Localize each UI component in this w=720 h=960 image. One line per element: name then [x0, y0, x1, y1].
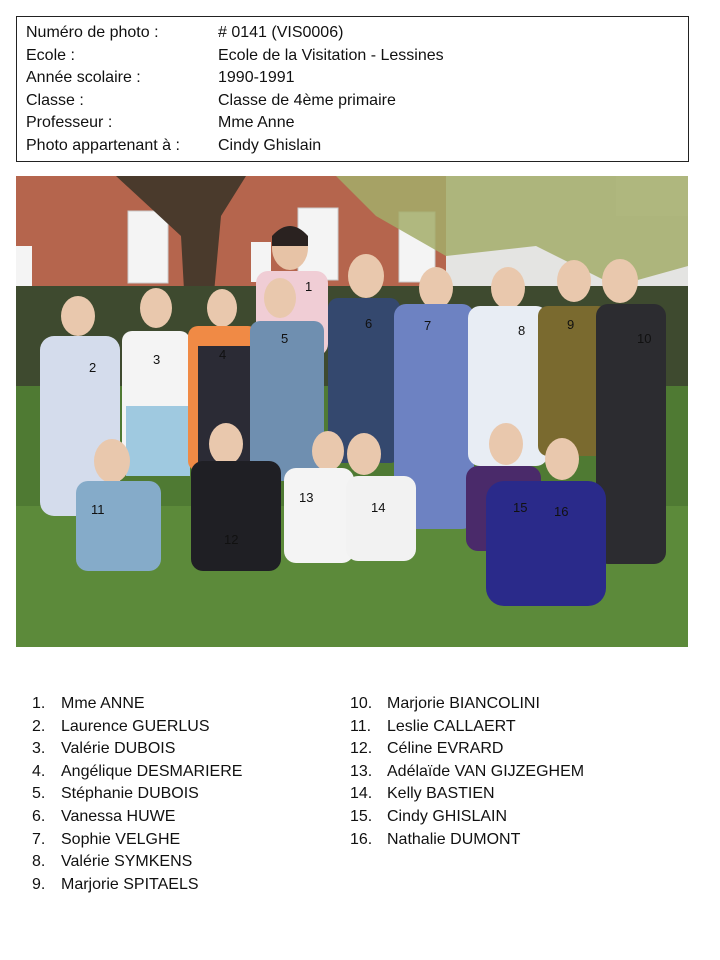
- info-row-owner: [26, 135, 679, 158]
- person-marker-9: 9: [567, 317, 575, 332]
- person-marker-5: 5: [281, 331, 289, 346]
- list-number: 11.: [350, 717, 372, 735]
- list-name: Cindy GHISLAIN: [387, 807, 508, 825]
- info-value: 1990-1991: [218, 69, 295, 87]
- info-label: Professeur :: [26, 114, 113, 132]
- info-value: Cindy Ghislain: [218, 136, 322, 154]
- list-item: [32, 806, 242, 829]
- info-row-school: [26, 45, 679, 68]
- list-name: Mme ANNE: [61, 695, 145, 712]
- list-item: [32, 829, 242, 852]
- list-name: Stéphanie DUBOIS: [61, 785, 199, 803]
- info-value: Mme Anne: [218, 114, 295, 132]
- person-marker-1: 1: [305, 279, 313, 294]
- person-marker-10: 10: [637, 331, 652, 346]
- list-number: 9.: [32, 875, 46, 893]
- list-number: 2.: [32, 717, 46, 735]
- list-name: Nathalie DUMONT: [387, 830, 521, 848]
- person-marker-12: 12: [224, 532, 239, 547]
- list-number: 6.: [32, 807, 46, 825]
- list-item: [350, 806, 584, 829]
- photo-info-box: [16, 16, 689, 162]
- person-marker-3: 3: [153, 352, 161, 367]
- list-number: 1.: [32, 695, 46, 712]
- info-value: # 0141 (VIS0006): [218, 24, 344, 41]
- list-number: 5.: [32, 785, 46, 803]
- list-name: Valérie SYMKENS: [61, 853, 193, 871]
- list-item: [350, 829, 584, 852]
- list-name: Sophie VELGHE: [61, 830, 181, 848]
- info-label: Année scolaire :: [26, 69, 141, 87]
- list-item: [32, 783, 242, 806]
- info-value: Ecole de la Visitation - Lessines: [218, 46, 444, 64]
- list-number: 10.: [350, 695, 373, 712]
- list-item: [350, 783, 584, 806]
- list-item: [32, 851, 242, 874]
- list-item: [32, 716, 242, 739]
- class-photo: [16, 176, 688, 647]
- list-name: Adélaïde VAN GIJZEGHEM: [387, 762, 585, 780]
- person-marker-14: 14: [371, 500, 386, 515]
- info-row-photo-number: [26, 22, 679, 45]
- list-item: [32, 761, 242, 784]
- list-item: [32, 738, 242, 761]
- info-value: Classe de 4ème primaire: [218, 91, 396, 109]
- list-name: Céline EVRARD: [387, 740, 504, 758]
- person-marker-4: 4: [219, 347, 227, 362]
- info-row-class: [26, 90, 679, 113]
- list-number: 8.: [32, 853, 46, 871]
- list-number: 15.: [350, 807, 373, 825]
- person-marker-8: 8: [518, 323, 526, 338]
- list-number: 12.: [350, 740, 373, 758]
- list-number: 14.: [350, 785, 373, 803]
- class-photo-illustration: [16, 176, 688, 647]
- list-name: Vanessa HUWE: [61, 807, 176, 825]
- names-list-right: [350, 693, 584, 851]
- list-number: 16.: [350, 830, 373, 848]
- list-name: Angélique DESMARIERE: [61, 762, 243, 780]
- info-row-school-year: [26, 67, 679, 90]
- list-number: 7.: [32, 830, 46, 848]
- person-marker-13: 13: [299, 490, 314, 505]
- list-number: 13.: [350, 762, 373, 780]
- info-label: Ecole :: [26, 46, 75, 64]
- info-row-teacher: [26, 112, 679, 135]
- list-item: [350, 761, 584, 784]
- list-name: Marjorie SPITAELS: [61, 875, 199, 893]
- person-marker-16: 16: [554, 504, 569, 519]
- list-item: [350, 716, 584, 739]
- list-name: Laurence GUERLUS: [61, 717, 210, 735]
- list-item: [32, 693, 242, 716]
- info-label: Photo appartenant à :: [26, 136, 180, 154]
- person-marker-11: 11: [91, 502, 105, 517]
- list-number: 3.: [32, 740, 46, 758]
- list-name: Kelly BASTIEN: [387, 785, 495, 803]
- person-marker-2: 2: [89, 360, 97, 375]
- list-name: Leslie CALLAERT: [387, 717, 516, 735]
- list-item: [350, 738, 584, 761]
- list-item: [350, 693, 584, 716]
- info-label: Numéro de photo :: [26, 24, 159, 41]
- list-number: 4.: [32, 762, 46, 780]
- names-list-left: [32, 693, 242, 896]
- person-marker-6: 6: [365, 316, 373, 331]
- list-name: Marjorie BIANCOLINI: [387, 695, 540, 712]
- person-marker-7: 7: [424, 318, 432, 333]
- list-item: [32, 874, 242, 897]
- list-name: Valérie DUBOIS: [61, 740, 176, 758]
- info-label: Classe :: [26, 91, 84, 109]
- person-marker-15: 15: [513, 500, 528, 515]
